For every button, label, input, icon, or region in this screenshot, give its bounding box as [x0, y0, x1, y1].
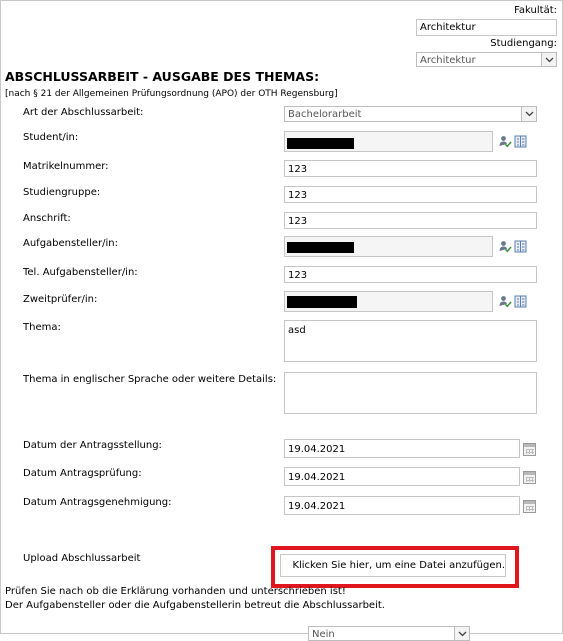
thesis-type-select[interactable]	[284, 106, 537, 122]
address-book-icon[interactable]	[514, 240, 527, 253]
datum-pruefung-value: 19.04.2021	[288, 472, 345, 483]
calendar-icon[interactable]	[523, 443, 536, 456]
note-betreuung: Der Aufgabensteller oder die Aufgabenstellerin betreut die Abschlussarbeit.	[5, 600, 385, 611]
bottom-select-value: Nein	[312, 629, 335, 640]
aufgabensteller-picker-actions	[499, 240, 527, 253]
thema-en-label: Thema in englischer Sprache oder weitere Details:	[23, 374, 276, 385]
thema-value: asd	[288, 325, 306, 336]
program-label: Studiengang:	[490, 38, 557, 49]
redacted-name	[287, 138, 354, 149]
thesis-type-value: Bachelorarbeit	[288, 109, 361, 120]
student-label: Student/in:	[23, 132, 78, 143]
anschrift-label: Anschrift:	[23, 213, 71, 224]
student-picker-actions	[499, 135, 527, 148]
form-subtitle: [nach § 21 der Allgemeinen Prüfungsordnung (APO) der OTH Regensburg]	[5, 89, 338, 99]
datum-genehmigung-value: 19.04.2021	[288, 501, 345, 512]
studiengruppe-label: Studiengruppe:	[23, 187, 100, 198]
tel-input[interactable]	[284, 266, 537, 283]
attach-file-button[interactable]	[280, 554, 506, 577]
datum-antrag-label: Datum der Antragsstellung:	[23, 440, 162, 451]
program-select[interactable]	[416, 52, 557, 67]
thema-textarea[interactable]	[284, 320, 537, 362]
calendar-icon[interactable]	[523, 471, 536, 484]
redacted-name	[287, 242, 354, 253]
matrikel-value: 123	[288, 164, 307, 175]
studiengruppe-input[interactable]	[284, 186, 537, 203]
anschrift-input[interactable]	[284, 212, 537, 229]
chevron-down-icon[interactable]	[521, 107, 536, 121]
datum-pruefung-label: Datum Antragsprüfung:	[23, 468, 142, 479]
attach-file-label: Klicken Sie hier, um eine Datei anzufügen.	[292, 560, 505, 571]
datum-genehmigung-label: Datum Antragsgenehmigung:	[23, 497, 172, 508]
program-value: Architektur	[420, 55, 476, 66]
tel-value: 123	[288, 270, 307, 281]
datum-antrag-input[interactable]	[284, 439, 520, 458]
person-check-icon[interactable]	[499, 240, 512, 253]
student-people-picker[interactable]	[284, 131, 493, 152]
thema-label: Thema:	[23, 322, 61, 333]
datum-genehmigung-input[interactable]	[284, 496, 520, 515]
zweitpruefer-picker-actions	[499, 295, 527, 308]
person-check-icon[interactable]	[499, 135, 512, 148]
calendar-icon[interactable]	[523, 500, 536, 513]
address-book-icon[interactable]	[514, 295, 527, 308]
datum-pruefung-input[interactable]	[284, 467, 520, 486]
studiengruppe-value: 123	[288, 190, 307, 201]
address-book-icon[interactable]	[514, 135, 527, 148]
faculty-value: Architektur	[420, 22, 476, 33]
thema-en-textarea[interactable]	[284, 372, 537, 414]
person-check-icon[interactable]	[499, 295, 512, 308]
form-title: ABSCHLUSSARBEIT - AUSGABE DES THEMAS:	[5, 69, 319, 84]
tel-label: Tel. Aufgabensteller/in:	[23, 267, 138, 278]
aufgabensteller-label: Aufgabensteller/in:	[23, 238, 118, 249]
aufgabensteller-people-picker[interactable]	[284, 236, 493, 257]
faculty-label: Fakultät:	[514, 5, 557, 16]
redacted-name	[287, 296, 357, 308]
matrikel-input[interactable]	[284, 160, 537, 177]
chevron-down-icon[interactable]	[541, 53, 556, 66]
anschrift-value: 123	[288, 216, 307, 227]
upload-label: Upload Abschlussarbeit	[23, 553, 140, 564]
zweitpruefer-label: Zweitprüfer/in:	[23, 294, 97, 305]
datum-antrag-value: 19.04.2021	[288, 444, 345, 455]
matrikel-label: Matrikelnummer:	[23, 161, 109, 172]
thesis-type-label: Art der Abschlussarbeit:	[23, 107, 143, 118]
zweitpruefer-people-picker[interactable]	[284, 291, 493, 312]
note-erklaerung: Prüfen Sie nach ob die Erklärung vorhanden und unterschrieben ist!	[5, 586, 346, 597]
faculty-input[interactable]	[416, 19, 557, 36]
